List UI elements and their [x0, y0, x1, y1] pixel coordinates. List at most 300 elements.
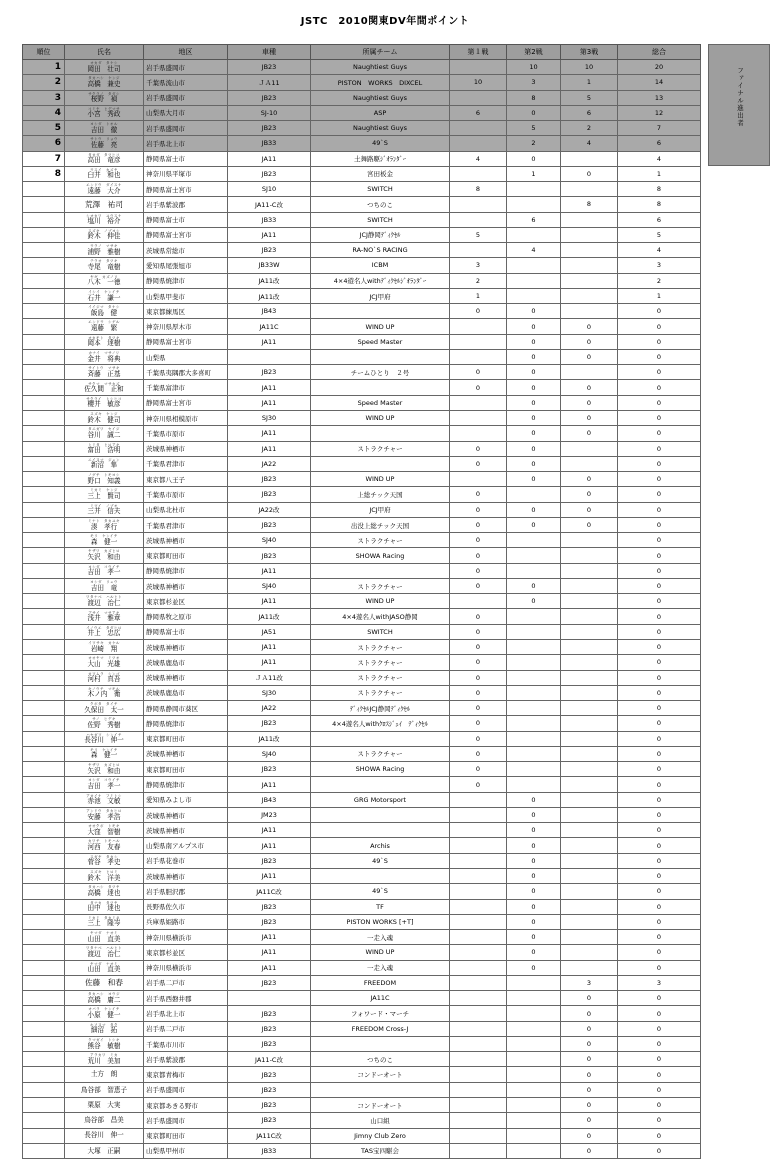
- name-full: 鈴木 洋美: [87, 873, 121, 882]
- name-full: 八木 一徳: [87, 278, 121, 287]
- car-cell: JB23: [228, 365, 311, 380]
- name-kana: アカイケ フミトシ: [86, 793, 122, 798]
- round2-cell: [507, 182, 561, 197]
- rank-cell: [23, 304, 65, 319]
- round2-cell: 0: [507, 380, 561, 395]
- name-full: 岡田 壮司: [87, 64, 121, 73]
- rank-cell: [23, 823, 65, 838]
- table-row: [23, 90, 701, 105]
- total-cell: 3: [618, 258, 701, 273]
- car-cell: JB23: [228, 1021, 311, 1036]
- name-full: 赤池 文敏: [87, 797, 121, 806]
- name-kana: サクラノ タダシ: [88, 91, 120, 96]
- name-cell: [65, 380, 144, 395]
- rank-cell: [23, 456, 65, 471]
- round3-cell: 0: [561, 334, 618, 349]
- round1-cell: [450, 212, 507, 227]
- name-full: 鳥谷部 昌美: [84, 1116, 124, 1125]
- name-cell: [65, 212, 144, 227]
- round1-cell: [450, 1082, 507, 1097]
- total-cell: 0: [618, 640, 701, 655]
- header-name: 氏名: [65, 45, 144, 60]
- name-cell: [65, 136, 144, 151]
- name-full: 山田 直美: [87, 965, 121, 974]
- round2-cell: 6: [507, 212, 561, 227]
- round1-cell: 5: [450, 227, 507, 242]
- rank-cell: [23, 975, 65, 990]
- team-cell: [311, 563, 450, 578]
- team-cell: Speed Master: [311, 334, 450, 349]
- area-cell: 東京都練馬区: [144, 304, 228, 319]
- rank-cell: [23, 746, 65, 761]
- finalist-label: ファイナル進出者: [736, 67, 744, 127]
- name-full: 三井 信夫: [87, 507, 121, 516]
- area-cell: 静岡県富士市: [144, 212, 228, 227]
- name-full: 三上 賢司: [87, 491, 121, 500]
- name-full: 櫻井 敏彦: [87, 400, 121, 409]
- name-kana: ミツイ ノブオ: [90, 503, 118, 508]
- round2-cell: [507, 548, 561, 563]
- round3-cell: [561, 365, 618, 380]
- name-cell: [65, 1128, 144, 1143]
- team-cell: [311, 304, 450, 319]
- rank-cell: [23, 624, 65, 639]
- name-full: 河西 友春: [87, 843, 121, 852]
- round1-cell: 0: [450, 502, 507, 517]
- table-row: [23, 349, 701, 364]
- round1-cell: [450, 838, 507, 853]
- round1-cell: 0: [450, 731, 507, 746]
- team-cell: SHOWA Racing: [311, 762, 450, 777]
- round1-cell: 0: [450, 456, 507, 471]
- area-cell: 千葉県富津市: [144, 380, 228, 395]
- car-cell: JA11: [228, 334, 311, 349]
- round2-cell: 0: [507, 578, 561, 593]
- round2-cell: [507, 1143, 561, 1158]
- total-cell: 0: [618, 502, 701, 517]
- team-cell: つちのこ: [311, 1052, 450, 1067]
- name-kana: イワサキ カケル: [88, 641, 120, 646]
- total-cell: 0: [618, 868, 701, 883]
- name-full: 高橋 兼史: [87, 79, 121, 88]
- name-full: 鈴木 伸佳: [87, 232, 121, 241]
- area-cell: 山梨県北杜市: [144, 502, 228, 517]
- name-full: 金井 将典: [87, 354, 121, 363]
- table-row: [23, 991, 701, 1006]
- name-kana: ワタナベ ハルヒト: [86, 946, 122, 951]
- team-cell: GRG Motorsport: [311, 792, 450, 807]
- name-cell: [65, 197, 144, 212]
- round1-cell: [450, 136, 507, 151]
- rank-cell: [23, 807, 65, 822]
- car-cell: SJ40: [228, 746, 311, 761]
- area-cell: 岩手県西磐井郡: [144, 991, 228, 1006]
- total-cell: 0: [618, 1006, 701, 1021]
- team-cell: 上総チック天国: [311, 487, 450, 502]
- table-row: [23, 685, 701, 700]
- round3-cell: [561, 868, 618, 883]
- name-cell: [65, 1036, 144, 1051]
- name-full: 新沼 隼: [90, 461, 118, 470]
- team-cell: 49`S: [311, 853, 450, 868]
- table-row: [23, 640, 701, 655]
- name-full: 大山 光雄: [87, 659, 121, 668]
- table-row: [23, 151, 701, 166]
- car-cell: JA22: [228, 701, 311, 716]
- round2-cell: 0: [507, 304, 561, 319]
- total-cell: 0: [618, 762, 701, 777]
- team-cell: Jimny Club Zero: [311, 1128, 450, 1143]
- round2-cell: [507, 1128, 561, 1143]
- table-row: [23, 731, 701, 746]
- table-row: [23, 868, 701, 883]
- car-cell: SJ30: [228, 411, 311, 426]
- team-cell: ASP: [311, 105, 450, 120]
- round2-cell: [507, 640, 561, 655]
- name-full: 桜野 禎: [90, 95, 118, 104]
- car-cell: JB43: [228, 792, 311, 807]
- car-cell: JA11: [228, 426, 311, 441]
- total-cell: 0: [618, 426, 701, 441]
- total-cell: 0: [618, 701, 701, 716]
- area-cell: 茨城県神栖市: [144, 640, 228, 655]
- team-cell: 49`S: [311, 136, 450, 151]
- name-full: 木ノ内 衛: [87, 690, 121, 699]
- team-cell: ストラクチャー: [311, 655, 450, 670]
- car-cell: SJ10: [228, 182, 311, 197]
- round1-cell: [450, 991, 507, 1006]
- table-row: [23, 1052, 701, 1067]
- table-row: [23, 594, 701, 609]
- name-cell: [65, 655, 144, 670]
- name-kana: オオクボ トモキ: [88, 824, 120, 829]
- rank-cell: [23, 395, 65, 410]
- round1-cell: [450, 349, 507, 364]
- name-full: 大塚 正嗣: [87, 1146, 121, 1155]
- table-row: [23, 136, 701, 151]
- table-row: [23, 487, 701, 502]
- table-row: [23, 456, 701, 471]
- round3-cell: 0: [561, 411, 618, 426]
- team-cell: JA11C: [311, 991, 450, 1006]
- car-cell: JA11C改: [228, 884, 311, 899]
- round2-cell: [507, 487, 561, 502]
- name-kana: サクライ トシヒコ: [86, 396, 122, 401]
- round2-cell: [507, 227, 561, 242]
- round2-cell: 0: [507, 105, 561, 120]
- round1-cell: [450, 1036, 507, 1051]
- team-cell: 4×4遊名人withJASO静岡: [311, 609, 450, 624]
- round1-cell: 0: [450, 441, 507, 456]
- team-cell: チームひとり ２号: [311, 365, 450, 380]
- total-cell: 0: [618, 807, 701, 822]
- name-cell: [65, 777, 144, 792]
- car-cell: JB23: [228, 899, 311, 914]
- round3-cell: [561, 823, 618, 838]
- round2-cell: [507, 1113, 561, 1128]
- table-row: [23, 472, 701, 487]
- name-cell: [65, 731, 144, 746]
- area-cell: 東京都あきる野市: [144, 1097, 228, 1112]
- round1-cell: [450, 1021, 507, 1036]
- table-row: [23, 1143, 701, 1158]
- name-full: 鈴木 健司: [87, 415, 121, 424]
- team-cell: Naughtiest Guys: [311, 121, 450, 136]
- name-kana: エンドウ シゲル: [88, 320, 120, 325]
- car-cell: JA22: [228, 456, 311, 471]
- round1-cell: [450, 411, 507, 426]
- name-cell: [65, 395, 144, 410]
- name-kana: イノウエ タダヒロ: [86, 625, 122, 630]
- name-kana: アサイ マサアキ: [88, 610, 120, 615]
- rank-cell: [23, 182, 65, 197]
- team-cell: 一走入魂: [311, 930, 450, 945]
- area-cell: 静岡県富士宮市: [144, 334, 228, 349]
- table-row: [23, 166, 701, 181]
- round1-cell: [450, 868, 507, 883]
- name-cell: [65, 426, 144, 441]
- name-kana: スズキ ヒロミ: [90, 870, 118, 875]
- name-kana: ヤザワ カズヒロ: [88, 549, 120, 554]
- round2-cell: 10: [507, 60, 561, 75]
- car-cell: JB23: [228, 716, 311, 731]
- area-cell: 岩手県二戸市: [144, 1021, 228, 1036]
- round3-cell: [561, 807, 618, 822]
- rank-cell: [23, 243, 65, 258]
- total-cell: 0: [618, 945, 701, 960]
- name-full: 小宮 秀政: [87, 110, 121, 119]
- name-cell: [65, 930, 144, 945]
- table-row: [23, 243, 701, 258]
- rank-cell: [23, 197, 65, 212]
- round3-cell: [561, 273, 618, 288]
- round1-cell: [450, 823, 507, 838]
- name-cell: [65, 792, 144, 807]
- table-row: [23, 701, 701, 716]
- round3-cell: 0: [561, 426, 618, 441]
- rank-cell: [23, 777, 65, 792]
- total-cell: 0: [618, 838, 701, 853]
- round3-cell: 6: [561, 105, 618, 120]
- round2-cell: 0: [507, 349, 561, 364]
- name-full: 飯島 健: [90, 308, 118, 317]
- name-cell: [65, 716, 144, 731]
- team-cell: [311, 731, 450, 746]
- name-full: 土方 朗: [90, 1070, 118, 1079]
- round3-cell: 0: [561, 517, 618, 532]
- total-cell: 6: [618, 136, 701, 151]
- car-cell: JB23: [228, 121, 311, 136]
- round2-cell: 0: [507, 151, 561, 166]
- round2-cell: 0: [507, 899, 561, 914]
- name-kana: ノグチ トモヨシ: [88, 473, 120, 478]
- rank-cell: [23, 685, 65, 700]
- total-cell: 0: [618, 533, 701, 548]
- round2-cell: [507, 701, 561, 716]
- round3-cell: 0: [561, 395, 618, 410]
- rank-cell: [23, 533, 65, 548]
- name-kana: ヨシダ リュウ: [90, 579, 118, 584]
- name-cell: [65, 456, 144, 471]
- round1-cell: 8: [450, 182, 507, 197]
- name-kana: ウスイ カズヤ: [90, 167, 118, 172]
- round3-cell: 0: [561, 1113, 618, 1128]
- name-kana: カワチ トモハル: [88, 839, 120, 844]
- rank-cell: [23, 792, 65, 807]
- team-cell: [311, 456, 450, 471]
- round3-cell: 0: [561, 1128, 618, 1143]
- name-full: 岩崎 翔: [90, 644, 118, 653]
- name-cell: [65, 563, 144, 578]
- name-kana: テラオ タツキ: [90, 259, 118, 264]
- total-cell: 0: [618, 456, 701, 471]
- area-cell: 東京都青梅市: [144, 1067, 228, 1082]
- total-cell: 0: [618, 1036, 701, 1051]
- rank-cell: [23, 594, 65, 609]
- name-kana: ミカミ ケンジ: [90, 488, 118, 493]
- team-cell: コンドーオート: [311, 1067, 450, 1082]
- name-kana: モリ ケンイチ: [90, 534, 118, 539]
- rank-cell: [23, 701, 65, 716]
- car-cell: JB23: [228, 853, 311, 868]
- table-row: [23, 105, 701, 120]
- name-kana: サイトウ マサキ: [88, 366, 120, 371]
- header-round3: 第3戦: [561, 45, 618, 60]
- round2-cell: [507, 273, 561, 288]
- name-full: 菅谷 孝史: [87, 858, 121, 867]
- name-cell: [65, 899, 144, 914]
- name-kana: スズキ ノブヨシ: [88, 228, 120, 233]
- rank-cell: [23, 884, 65, 899]
- table-row: [23, 182, 701, 197]
- team-cell: フォワード・マーチ: [311, 1006, 450, 1021]
- team-cell: WIND UP: [311, 945, 450, 960]
- round1-cell: 2: [450, 273, 507, 288]
- team-cell: SWITCH: [311, 624, 450, 639]
- name-full: 吉田 徹: [90, 125, 118, 134]
- area-cell: 東京都町田市: [144, 548, 228, 563]
- name-cell: [65, 533, 144, 548]
- car-cell: JB33: [228, 212, 311, 227]
- name-kana: シオカワ ユウスケ: [86, 213, 122, 218]
- round3-cell: [561, 441, 618, 456]
- total-cell: 0: [618, 1143, 701, 1158]
- team-cell: コンドーオート: [311, 1097, 450, 1112]
- table-row: [23, 197, 701, 212]
- name-full: 浅井 雅章: [87, 614, 121, 623]
- round1-cell: [450, 121, 507, 136]
- name-kana: オカダ タケシ: [90, 61, 118, 66]
- area-cell: 岩手県胆沢郡: [144, 884, 228, 899]
- total-cell: 0: [618, 1052, 701, 1067]
- round2-cell: [507, 258, 561, 273]
- name-kana: サクマ マサカズ: [88, 381, 120, 386]
- round3-cell: [561, 762, 618, 777]
- round1-cell: [450, 166, 507, 181]
- rank-cell: 3: [23, 90, 65, 105]
- round3-cell: [561, 563, 618, 578]
- rank-cell: [23, 578, 65, 593]
- name-cell: [65, 670, 144, 685]
- round2-cell: [507, 777, 561, 792]
- name-cell: [65, 960, 144, 975]
- round1-cell: [450, 426, 507, 441]
- name-cell: [65, 304, 144, 319]
- rank-cell: 5: [23, 121, 65, 136]
- round3-cell: 4: [561, 136, 618, 151]
- table-row: [23, 365, 701, 380]
- table-row: [23, 304, 701, 319]
- table-row: [23, 75, 701, 90]
- car-cell: JA11: [228, 777, 311, 792]
- name-cell: [65, 441, 144, 456]
- name-cell: [65, 884, 144, 899]
- area-cell: 静岡県牧之原市: [144, 609, 228, 624]
- rank-cell: [23, 380, 65, 395]
- round1-cell: 10: [450, 75, 507, 90]
- table-row: [23, 655, 701, 670]
- team-cell: [311, 349, 450, 364]
- area-cell: 千葉県市原市: [144, 487, 228, 502]
- team-cell: FREEDOM: [311, 975, 450, 990]
- rank-cell: 8: [23, 166, 65, 181]
- round2-cell: [507, 762, 561, 777]
- car-cell: JB23: [228, 1067, 311, 1082]
- round3-cell: [561, 548, 618, 563]
- team-cell: [311, 426, 450, 441]
- total-cell: 0: [618, 334, 701, 349]
- round1-cell: 0: [450, 578, 507, 593]
- team-cell: Naughtiest Guys: [311, 60, 450, 75]
- name-full: 浦野 雅樹: [87, 247, 121, 256]
- rank-cell: 1: [23, 60, 65, 75]
- round1-cell: [450, 472, 507, 487]
- total-cell: 8: [618, 182, 701, 197]
- car-cell: JB23: [228, 243, 311, 258]
- team-cell: ストラクチャー: [311, 441, 450, 456]
- area-cell: 神奈川県厚木市: [144, 319, 228, 334]
- name-cell: [65, 258, 144, 273]
- total-cell: 0: [618, 899, 701, 914]
- car-cell: JA11: [228, 823, 311, 838]
- round3-cell: [561, 838, 618, 853]
- round1-cell: 0: [450, 365, 507, 380]
- name-cell: [65, 1113, 144, 1128]
- name-cell: [65, 227, 144, 242]
- car-cell: JA51: [228, 624, 311, 639]
- rank-cell: [23, 1128, 65, 1143]
- area-cell: 神奈川県横浜市: [144, 930, 228, 945]
- rank-cell: [23, 319, 65, 334]
- table-row: [23, 716, 701, 731]
- round3-cell: [561, 670, 618, 685]
- round1-cell: 4: [450, 151, 507, 166]
- round3-cell: [561, 899, 618, 914]
- name-cell: [65, 487, 144, 502]
- round2-cell: [507, 1052, 561, 1067]
- total-cell: 6: [618, 212, 701, 227]
- rank-cell: [23, 426, 65, 441]
- car-cell: JA11-C改: [228, 197, 311, 212]
- total-cell: 3: [618, 975, 701, 990]
- name-cell: [65, 914, 144, 929]
- name-kana: コミヤ ヒデマサ: [88, 106, 120, 111]
- total-cell: 4: [618, 243, 701, 258]
- total-cell: 0: [618, 792, 701, 807]
- area-cell: 茨城県神栖市: [144, 533, 228, 548]
- name-full: 高橋 庸二: [87, 995, 121, 1004]
- name-cell: [65, 334, 144, 349]
